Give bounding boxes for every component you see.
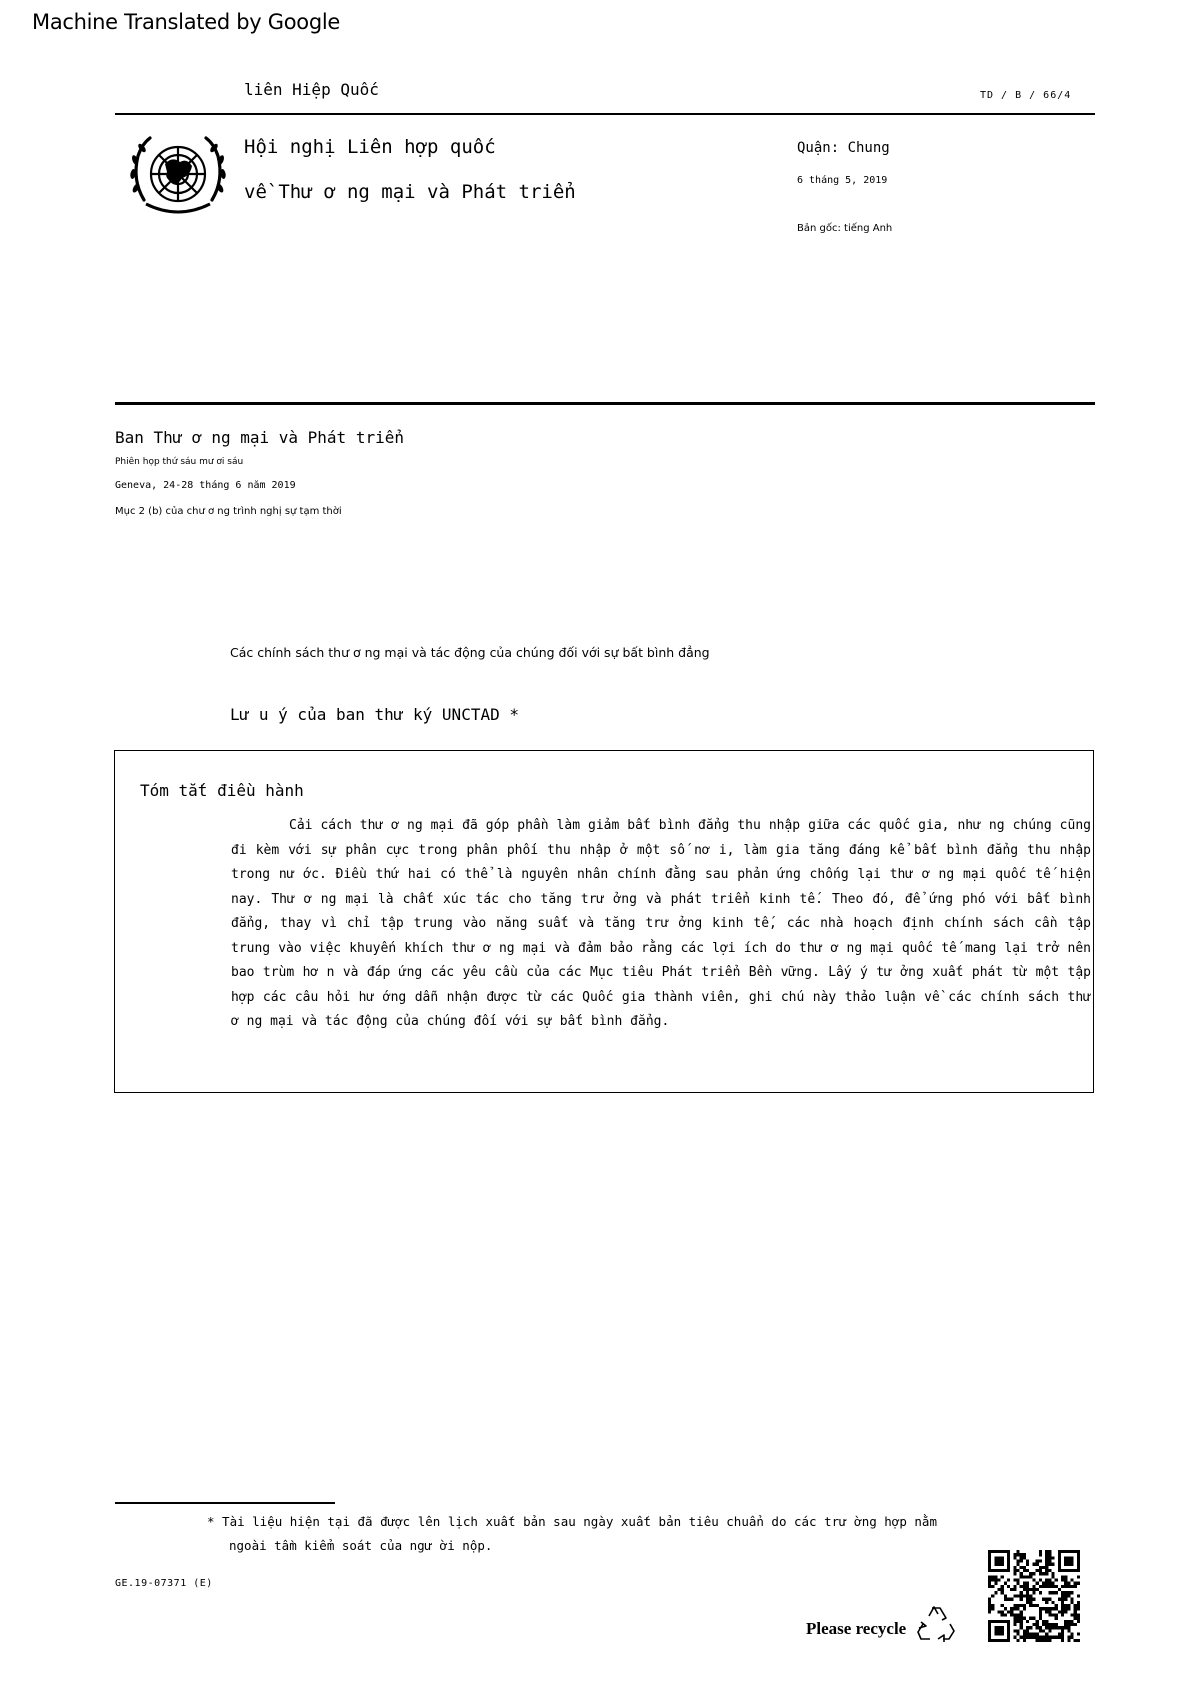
please-recycle-label: Please recycle [806,1619,907,1638]
un-emblem-icon [120,128,236,224]
executive-summary-body [231,814,1091,1035]
qr-code-icon [988,1550,1080,1642]
job-number: GE.19-07371 (E) [115,1578,213,1589]
footnote-separator [115,1502,335,1504]
executive-summary-paragraph: Cải cách thư ơ ng mại đã góp phần làm giảm bất bình đẳng thu nhập giữa các quốc gia, như ng chúng cũng đi kèm với sự phân cực trong phân phối thu nhập ở một số nơ i, làm gia tăng đáng kể bất bình đẳng thu nhập trong nư ớc. Điều thứ hai có thể là nguyên nhân chính đằng sau phản ứng chống lại thư ơ ng mại quốc tế hiện nay. Thư ơ ng mại là chất xúc tác cho tăng trư ởng và phát triển kinh tế. Theo đó, để ứng phó với bất bình đẳng, thay vì chỉ tập trung vào năng suất và tăng trư ởng kinh tế, các nhà hoạch định chính sách cần tập trung vào việc khuyến khích thư ơ ng mại và đảm bảo rằng các lợi ích do thư ơ ng mại quốc tế mang lại trở nên bao trùm hơ n và đáp ứng các yêu cầu của các Mục tiêu Phát triển Bền vững. Lấy ý tư ởng xuất phát từ một tập hợp các câu hỏi hư ớng dẫn nhận được từ các Quốc gia thành viên, ghi chú này thảo luận về các chính sách thư ơ ng mại và tác động của chúng đối với sự bất bình đẳng. [231,818,1091,1029]
session-name: Phiên họp thứ sáu mư ơi sáu [115,457,244,467]
board-name: Ban Thư ơ ng mại và Phát triển [115,428,404,447]
header-top-rule [115,113,1095,115]
footnote: * Tài liệu hiện tại đã được lên lịch xuất bản sau ngày xuất bản tiêu chuẩn do các trư ờng hợp nằm ngoài tầm kiểm soát của ngư ời nộp. [207,1514,937,1553]
note-by-secretariat: Lư u ý của ban thư ký UNCTAD * [230,705,519,724]
header-bottom-rule [115,402,1095,405]
executive-summary-box [114,750,1094,1093]
machine-translation-banner: Machine Translated by Google [32,10,341,34]
organization-name: liên Hiệp Quốc [244,80,379,99]
executive-summary-heading: Tóm tắt điều hành [140,781,304,800]
distribution-label: Quận: Chung [797,140,890,156]
document-symbol: TD / B / 66/4 [980,90,1072,101]
conference-title-line1: Hội nghị Liên hợp quốc [244,136,496,158]
recycle-icon [916,1604,956,1642]
original-language: Bản gốc: tiếng Anh [797,223,893,234]
agenda-item: Mục 2 (b) của chư ơ ng trình nghị sự tạm thời [115,506,342,517]
meeting-place-date: Geneva, 24-28 tháng 6 năm 2019 [115,480,296,491]
document-date: 6 tháng 5, 2019 [797,175,888,186]
document-title: Các chính sách thư ơ ng mại và tác động của chúng đối với sự bất bình đẳng [230,645,710,660]
conference-title-line2: về Thư ơ ng mại và Phát triển [244,181,576,203]
